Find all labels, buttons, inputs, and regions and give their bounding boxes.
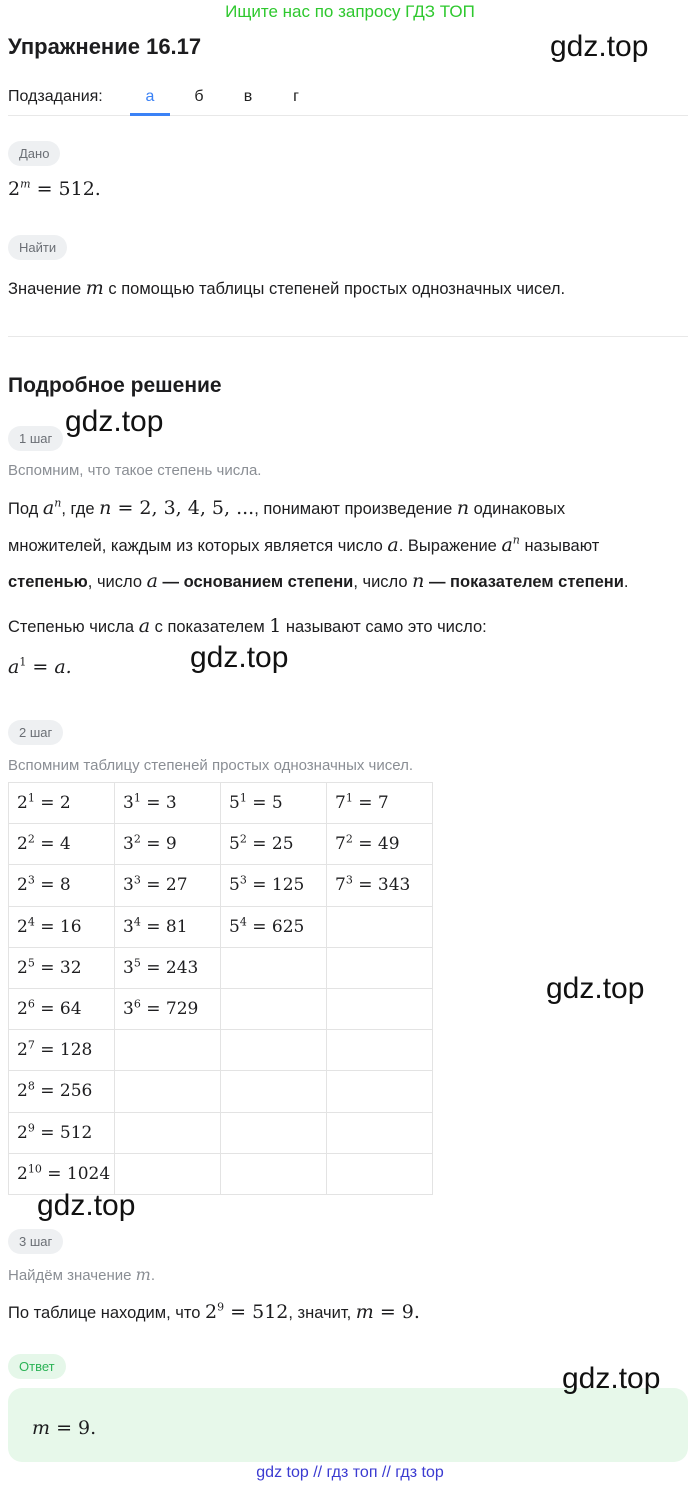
tab-g[interactable]: г <box>293 88 299 105</box>
watermark: gdz.top <box>550 30 649 63</box>
table-cell <box>115 1112 221 1153</box>
table-cell <box>221 1112 327 1153</box>
solution-title: Подробное решение <box>8 374 222 397</box>
table-row <box>9 824 433 865</box>
table-cell <box>327 1153 433 1194</box>
step1-line1: Под $a^n$, где n = 2, 3, 4, 5, ..., понимают произведение n одинаковых <box>8 496 566 519</box>
table-row <box>9 1030 433 1071</box>
step2-hint: Вспомним таблицу степеней простых однозначных чисел. <box>8 757 413 774</box>
table-cell: $2^2 = 4$ <box>9 824 115 865</box>
table-cell <box>327 1030 433 1071</box>
subtasks-label: Подзадания: <box>8 88 103 105</box>
table-row <box>9 865 433 906</box>
step3-badge: 3 шаг <box>8 1229 63 1254</box>
table-cell <box>221 947 327 988</box>
table-cell: $7^2 = 49$ <box>327 824 433 865</box>
table-cell <box>327 906 433 947</box>
powers-table <box>8 782 433 1195</box>
table-cell: $2^4 = 16$ <box>9 906 115 947</box>
table-cell <box>327 988 433 1029</box>
table-row <box>9 906 433 947</box>
table-cell: $3^6 = 729$ <box>115 988 221 1029</box>
table-cell: $7^3 = 343$ <box>327 865 433 906</box>
table-row <box>9 988 433 1029</box>
watermark: gdz.top <box>37 1189 136 1222</box>
table-cell: $7^1 = 7$ <box>327 783 433 824</box>
table-cell <box>221 988 327 1029</box>
find-text: Значение m с помощью таблицы степеней простых однозначных чисел. <box>8 277 566 299</box>
tab-a[interactable]: а <box>145 88 155 105</box>
section-divider <box>8 336 688 337</box>
table-cell <box>327 1112 433 1153</box>
tab-b[interactable]: б <box>194 88 204 105</box>
table-cell: $3^5 = 243$ <box>115 947 221 988</box>
promo-banner[interactable]: Ищите нас по запросу ГДЗ ТОП <box>225 2 475 21</box>
table-cell: $2^3 = 8$ <box>9 865 115 906</box>
answer-formula: m = 9. <box>32 1417 97 1439</box>
step3-line: По таблице находим, что $2^9 = 512$, значит, m = 9. <box>8 1300 420 1323</box>
table-cell: $2^7 = 128$ <box>9 1030 115 1071</box>
table-cell: $3^1 = 3$ <box>115 783 221 824</box>
table-row <box>9 1071 433 1112</box>
table-cell <box>115 1071 221 1112</box>
tab-v[interactable]: в <box>243 88 253 105</box>
table-cell: $5^3 = 125$ <box>221 865 327 906</box>
footer-links[interactable]: gdz top // гдз топ // гдз top <box>256 1464 444 1481</box>
table-cell: $3^4 = 81$ <box>115 906 221 947</box>
table-cell: $2^8 = 256$ <box>9 1071 115 1112</box>
answer-box <box>8 1388 688 1462</box>
step2-badge: 2 шаг <box>8 720 63 745</box>
given-badge: Дано <box>8 141 60 166</box>
table-cell: $2^9 = 512$ <box>9 1112 115 1153</box>
table-cell: $2^{10} = 1024$ <box>9 1153 115 1194</box>
given-formula: $2^m = 512$. <box>8 177 101 200</box>
watermark: gdz.top <box>562 1362 661 1395</box>
table-cell <box>221 1153 327 1194</box>
step1-badge: 1 шаг <box>8 426 63 451</box>
active-tab-indicator <box>130 113 170 116</box>
table-cell: $2^1 = 2$ <box>9 783 115 824</box>
table-cell: $3^2 = 9$ <box>115 824 221 865</box>
table-cell <box>115 1030 221 1071</box>
table-row <box>9 1112 433 1153</box>
answer-badge: Ответ <box>8 1354 66 1379</box>
subtasks-bar <box>8 86 688 116</box>
step3-hint: Найдём значение m. <box>8 1265 155 1284</box>
table-cell: $5^1 = 5$ <box>221 783 327 824</box>
step1-line4: Степенью числа a с показателем 1 называют само это число: <box>8 615 487 637</box>
table-cell: $2^6 = 64$ <box>9 988 115 1029</box>
table-cell <box>221 1071 327 1112</box>
watermark: gdz.top <box>65 405 164 438</box>
step1-line2: множителей, каждым из которых является число a. Выражение $a^n$ называют <box>8 533 600 556</box>
step1-formula: $a^1 = a$. <box>8 655 72 678</box>
watermark: gdz.top <box>190 641 289 674</box>
find-badge: Найти <box>8 235 67 260</box>
table-cell: $2^5 = 32$ <box>9 947 115 988</box>
table-cell <box>221 1030 327 1071</box>
table-cell: $5^4 = 625$ <box>221 906 327 947</box>
page-title: Упражнение 16.17 <box>8 34 202 59</box>
step1-line3: степенью, число a — основанием степени, число n — показателем степени. <box>8 570 629 592</box>
watermark: gdz.top <box>546 972 645 1005</box>
table-row <box>9 783 433 824</box>
step1-hint: Вспомним, что такое степень числа. <box>8 462 262 479</box>
table-cell: $5^2 = 25$ <box>221 824 327 865</box>
table-cell <box>327 1071 433 1112</box>
table-row <box>9 947 433 988</box>
table-cell <box>327 947 433 988</box>
table-cell: $3^3 = 27$ <box>115 865 221 906</box>
